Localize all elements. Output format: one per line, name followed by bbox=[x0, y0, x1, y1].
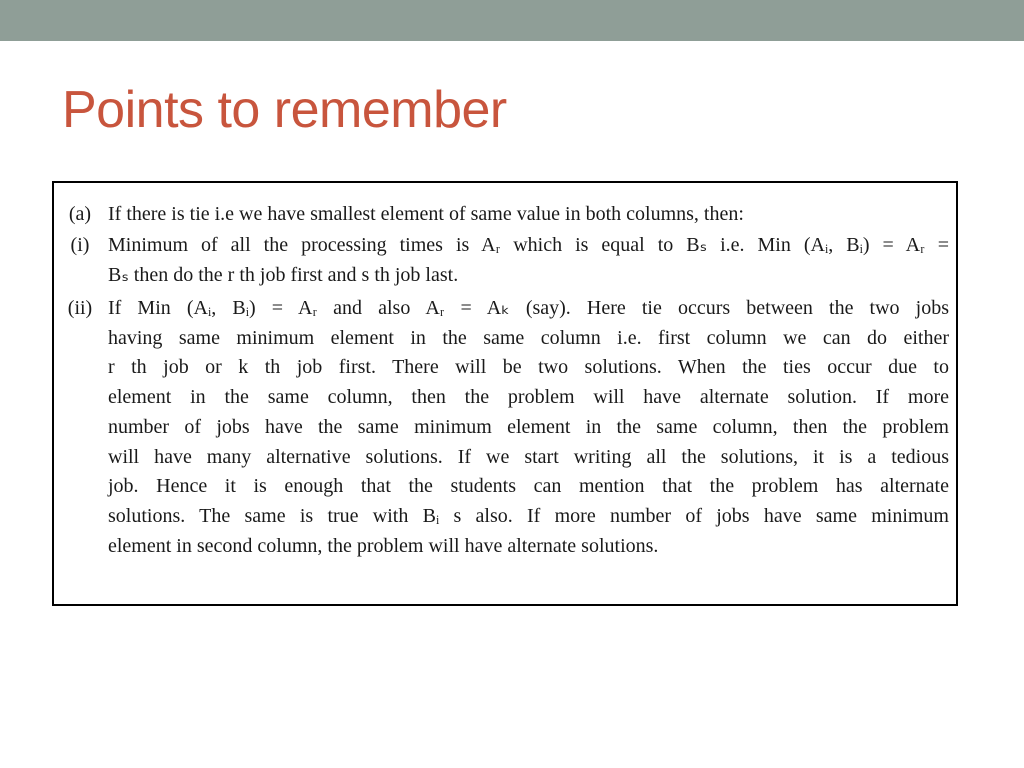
point-marker: (a) bbox=[68, 203, 92, 225]
text-line: Bₛ then do the r th job first and s th job last. bbox=[108, 263, 459, 286]
text-line: If Min (Aᵢ, Bᵢ) = Aᵣ and also Aᵣ = Aₖ (say). Here tie occurs between the two jobs bbox=[108, 297, 949, 319]
text-line: having same minimum element in the same column i.e. first column we can do either bbox=[108, 326, 949, 349]
text-line: Minimum of all the processing times is Aᵣ which is equal to Bₛ i.e. Min (Aᵢ, Bᵢ) = Aᵣ = bbox=[108, 234, 949, 256]
content-box bbox=[52, 181, 958, 606]
slide-title: Points to remember bbox=[62, 81, 507, 139]
text-line: If there is tie i.e we have smallest element of same value in both columns, then: bbox=[108, 203, 744, 225]
text-line: number of jobs have the same minimum element in the same column, then the problem bbox=[108, 415, 949, 438]
text-line: job. Hence it is enough that the students can mention that the problem has alternate bbox=[108, 475, 949, 498]
text-line: element in second column, the problem will have alternate solutions. bbox=[108, 534, 659, 557]
point-marker: (i) bbox=[70, 234, 90, 256]
top-accent-bar bbox=[0, 0, 1024, 41]
text-line: will have many alternative solutions. If we start writing all the solutions, it is a tedious bbox=[108, 445, 949, 468]
text-line: r th job or k th job first. There will be two solutions. When the ties occur due to bbox=[108, 356, 949, 379]
point-text bbox=[108, 200, 949, 230]
point-text bbox=[108, 294, 949, 561]
point-marker: (ii) bbox=[67, 297, 93, 319]
point-text bbox=[108, 231, 949, 290]
text-line: solutions. The same is true with Bᵢ s also. If more number of jobs have same minimum bbox=[108, 504, 949, 527]
text-line: element in the same column, then the problem will have alternate solution. If more bbox=[108, 386, 949, 409]
